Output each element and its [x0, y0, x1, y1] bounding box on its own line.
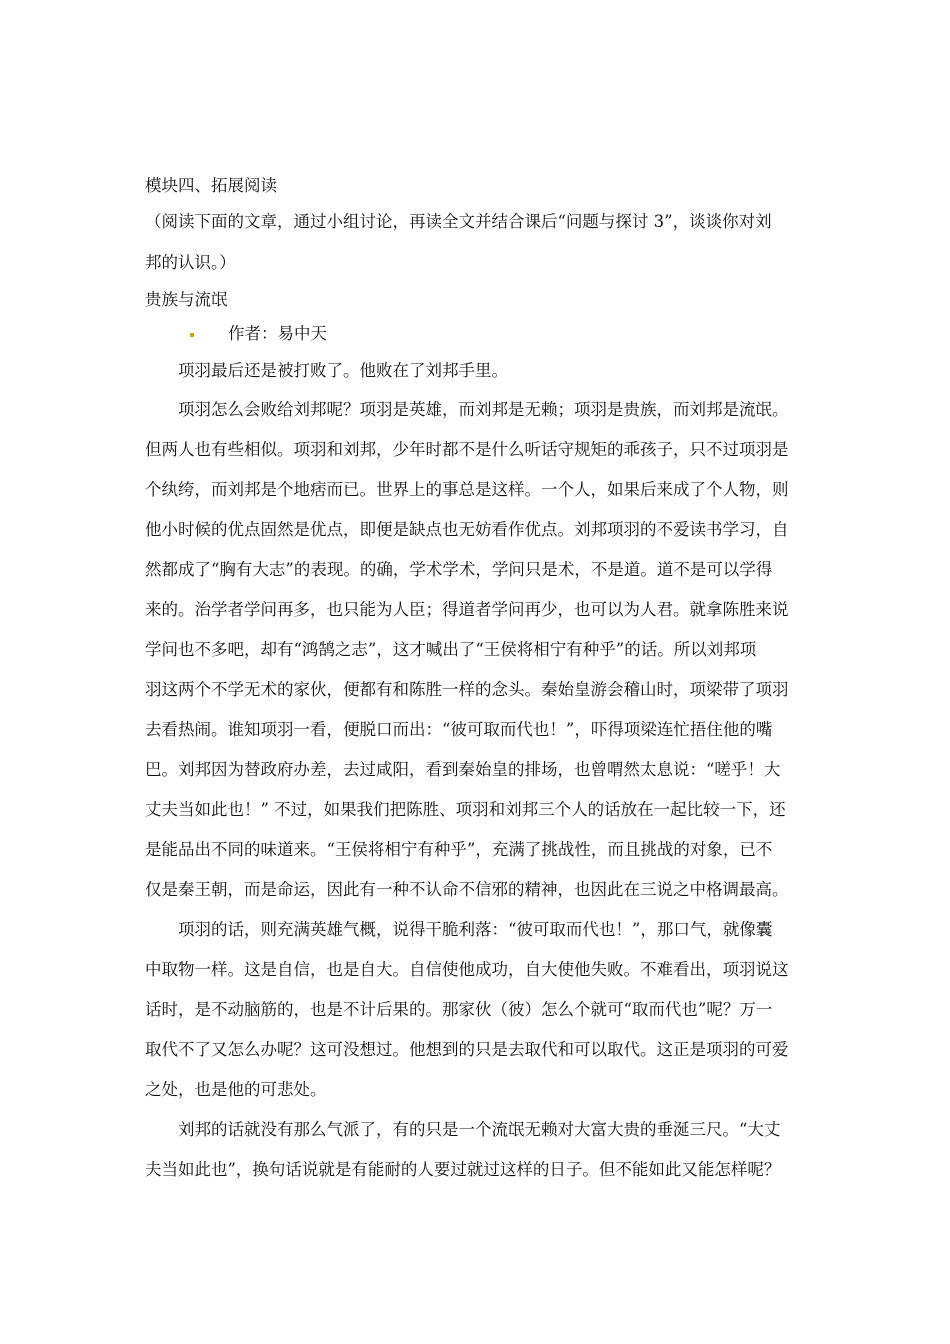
body-line-19: 之处，也是他的可悲处。 — [145, 1080, 327, 1099]
body-line-13: 是能品出不同的味道来。“王侯将相宁有种乎”，充满了挑战性，而且挑战的对象，已不 — [145, 840, 773, 859]
body-line-5: 他小时候的优点固然是优点，即便是缺点也无妨看作优点。刘邦项羽的不爱读书学习，自 — [145, 520, 789, 539]
yellow-dot-mark — [190, 333, 194, 337]
author-line — [190, 324, 327, 344]
body-line-7: 来的。治学者学问再多，也只能为人臣；得道者学问再少，也可以为人君。就拿陈胜来说 — [145, 600, 789, 619]
body-line-12: 丈夫当如此也！” 不过，如果我们把陈胜、项羽和刘邦三个人的话放在一起比较一下，还 — [145, 800, 786, 819]
article-title: 贵族与流氓 — [145, 290, 228, 309]
body-line-17: 话时，是不动脑筋的，也是不计后果的。那家伙（彼）怎么个就可“取而代也”呢？万一 — [145, 1000, 773, 1019]
body-line-18: 取代不了又怎么办呢？这可没想过。他想到的只是去取代和可以取代。这正是项羽的可爱 — [145, 1040, 789, 1059]
body-line-16: 中取物一样。这是自信，也是自大。自信使他成功，自大使他失败。不难看出，项羽说这 — [145, 960, 789, 979]
body-line-8: 学问也不多吧，却有“鸿鹄之志”，这才喊出了“王侯将相宁有种乎”的话。所以刘邦项 — [145, 640, 757, 659]
module-title: 模块四、拓展阅读 — [145, 176, 277, 195]
body-line-14: 仅是秦王朝，而是命运，因此有一种不认命不信邪的精神，也因此在三说之中格调最高。 — [145, 880, 789, 899]
body-line-3: 但两人也有些相似。项羽和刘邦，少年时都不是什么听话守规矩的乖孩子，只不过项羽是 — [145, 440, 789, 459]
instruction-line-2: 邦的认识。） — [145, 253, 236, 272]
body-line-9: 羽这两个不学无术的家伙，便都有和陈胜一样的念头。秦始皇游会稽山时，项梁带了项羽 — [145, 680, 789, 699]
body-line-1: 项羽最后还是被打败了。他败在了刘邦手里。 — [178, 361, 508, 380]
body-line-15: 项羽的话，则充满英雄气概，说得干脆利落：“彼可取而代也！”，那口气，就像囊 — [178, 920, 773, 939]
body-line-6: 然都成了“胸有大志”的表现。的确，学术学术，学问只是术，不是道。道不是可以学得 — [145, 560, 773, 579]
instruction-line-1: （阅读下面的文章，通过小组讨论，再读全文并结合课后“问题与探讨 3”，谈谈你对刘 — [145, 212, 772, 231]
body-line-10: 去看热闹。谁知项羽一看，便脱口而出：“彼可取而代也！”，吓得项梁连忙捂住他的嘴 — [145, 720, 773, 739]
body-line-11: 巴。刘邦因为替政府办差，去过咸阳，看到秦始皇的排场，也曾喟然太息说：“嗟乎！大 — [145, 760, 781, 779]
body-line-2: 项羽怎么会败给刘邦呢？项羽是英雄，而刘邦是无赖；项羽是贵族，而刘邦是流氓。 — [178, 400, 789, 419]
author-text: 作者：易中天 — [228, 324, 327, 343]
body-line-21: 夫当如此也”，换句话说就是有能耐的人要过就过这样的日子。但不能如此又能怎样呢？ — [145, 1160, 781, 1179]
body-line-4: 个纨绔，而刘邦是个地痞而已。世界上的事总是这样。一个人，如果后来成了个人物，则 — [145, 480, 789, 499]
body-line-20: 刘邦的话就没有那么气派了，有的只是一个流氓无赖对大富大贵的垂涎三尺。“大丈 — [178, 1120, 781, 1139]
